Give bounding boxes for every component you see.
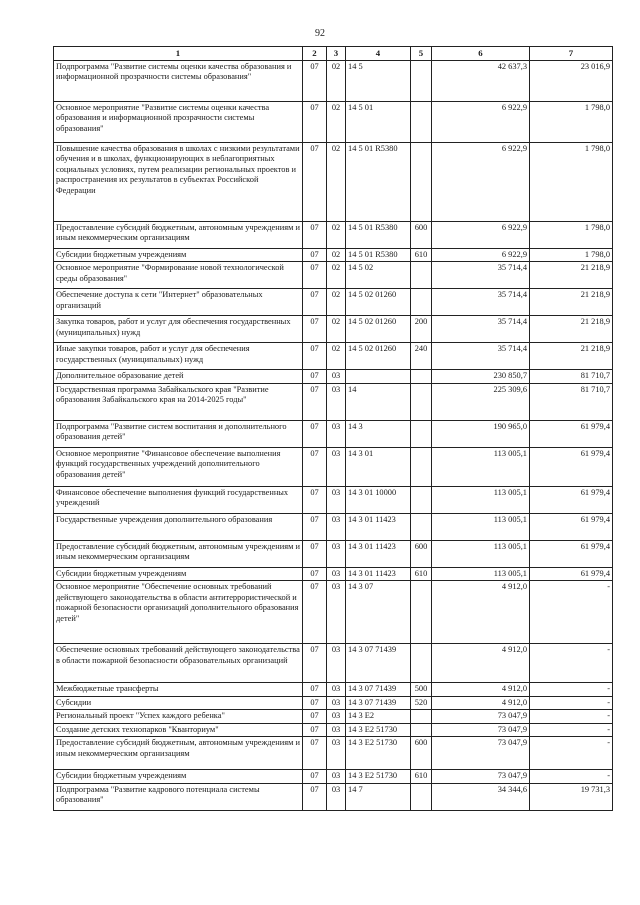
row-amount-1: 190 965,0 [432,420,530,447]
row-subsection: 03 [327,723,346,737]
row-expense-type: 610 [411,770,432,784]
row-name: Обеспечение основных требований действующего законодательства в области пожарной безопасности образовательных организаций [54,644,303,683]
row-expense-type [411,513,432,540]
row-amount-1: 34 344,6 [432,783,530,810]
row-amount-1: 6 922,9 [432,248,530,262]
row-name: Основное мероприятие "Обеспечение основных требований действующего законодательства в области антитеррористической и пожарной безопасности организаций дополнительного образования детей" [54,581,303,644]
row-name: Закупка товаров, работ и услуг для обеспечения государственных (муниципальных) нужд [54,316,303,343]
row-expense-type [411,101,432,142]
row-target-code: 14 3 07 [346,581,411,644]
row-subsection: 03 [327,737,346,770]
row-amount-2: 1 798,0 [530,142,613,221]
row-name: Субсидии бюджетным учреждениям [54,770,303,784]
row-amount-2: - [530,770,613,784]
row-amount-1: 6 922,9 [432,142,530,221]
row-subsection: 02 [327,60,346,101]
row-subsection: 03 [327,540,346,567]
table-row [54,540,613,567]
row-subsection: 03 [327,683,346,697]
table-row [54,737,613,770]
row-section: 07 [303,683,327,697]
row-section: 07 [303,644,327,683]
row-target-code: 14 3 07 71439 [346,696,411,710]
row-name: Субсидии бюджетным учреждениям [54,567,303,581]
col-header-amount-1: 6 [432,47,530,61]
row-section: 07 [303,316,327,343]
row-amount-2: 21 218,9 [530,262,613,289]
row-amount-2: 81 710,7 [530,370,613,384]
row-name: Предоставление субсидий бюджетным, автономным учреждениям и иным некоммерческим организациям [54,221,303,248]
row-amount-2: 81 710,7 [530,383,613,420]
row-expense-type: 600 [411,737,432,770]
row-target-code: 14 5 01 R5380 [346,248,411,262]
row-target-code: 14 3 E2 51730 [346,723,411,737]
col-header-section: 2 [303,47,327,61]
row-name: Подпрограмма "Развитие системы оценки качества образования и информационной прозрачности системы образования" [54,60,303,101]
table-row [54,420,613,447]
table-row [54,770,613,784]
col-header-subsection: 3 [327,47,346,61]
row-section: 07 [303,540,327,567]
budget-table [53,46,613,811]
table-row [54,101,613,142]
table-row [54,221,613,248]
row-amount-1: 4 912,0 [432,581,530,644]
row-name: Создание детских технопарков "Кванториум" [54,723,303,737]
row-amount-1: 230 850,7 [432,370,530,384]
row-subsection: 02 [327,262,346,289]
row-amount-2: 21 218,9 [530,343,613,370]
col-header-expense-type: 5 [411,47,432,61]
row-amount-2: - [530,737,613,770]
row-section: 07 [303,262,327,289]
row-subsection: 02 [327,248,346,262]
col-header-target-code: 4 [346,47,411,61]
row-amount-1: 35 714,4 [432,262,530,289]
row-section: 07 [303,696,327,710]
row-section: 07 [303,723,327,737]
row-section: 07 [303,567,327,581]
row-target-code: 14 3 01 10000 [346,486,411,513]
row-subsection: 03 [327,567,346,581]
col-header-amount-2: 7 [530,47,613,61]
row-amount-2: 61 979,4 [530,486,613,513]
table-row [54,581,613,644]
row-amount-2: - [530,696,613,710]
row-subsection: 03 [327,581,346,644]
row-name: Субсидии бюджетным учреждениям [54,248,303,262]
row-section: 07 [303,710,327,724]
row-expense-type: 610 [411,248,432,262]
row-target-code: 14 3 E2 51730 [346,737,411,770]
row-target-code: 14 [346,383,411,420]
table-row [54,486,613,513]
row-expense-type [411,60,432,101]
row-expense-type [411,383,432,420]
row-section: 07 [303,447,327,486]
header-row [54,47,613,61]
table-row [54,289,613,316]
row-target-code: 14 3 E2 [346,710,411,724]
row-subsection: 03 [327,383,346,420]
row-name: Государственные учреждения дополнительного образования [54,513,303,540]
row-name: Предоставление субсидий бюджетным, автономным учреждениям и иным некоммерческим организациям [54,737,303,770]
row-name: Региональный проект "Успех каждого ребенка" [54,710,303,724]
row-target-code: 14 3 07 71439 [346,644,411,683]
row-expense-type [411,447,432,486]
row-section: 07 [303,486,327,513]
row-amount-2: - [530,710,613,724]
table-row [54,710,613,724]
row-expense-type: 610 [411,567,432,581]
row-expense-type [411,262,432,289]
table-row [54,683,613,697]
row-target-code: 14 3 01 11423 [346,567,411,581]
row-expense-type: 200 [411,316,432,343]
row-target-code: 14 5 [346,60,411,101]
row-name: Основное мероприятие "Финансовое обеспечение выполнения функций государственных учреждений дополнительного образования детей" [54,447,303,486]
row-amount-1: 73 047,9 [432,770,530,784]
table-row [54,383,613,420]
table-row [54,723,613,737]
row-amount-1: 73 047,9 [432,737,530,770]
row-expense-type [411,486,432,513]
row-name: Подпрограмма "Развитие систем воспитания и дополнительного образования детей" [54,420,303,447]
row-expense-type [411,581,432,644]
row-section: 07 [303,142,327,221]
page-number: 92 [315,28,325,39]
table-row [54,696,613,710]
row-amount-2: 61 979,4 [530,513,613,540]
row-subsection: 02 [327,101,346,142]
table-row [54,142,613,221]
row-amount-1: 6 922,9 [432,101,530,142]
row-amount-2: 21 218,9 [530,316,613,343]
row-section: 07 [303,383,327,420]
row-subsection: 02 [327,316,346,343]
row-amount-1: 4 912,0 [432,696,530,710]
row-section: 07 [303,420,327,447]
row-expense-type: 520 [411,696,432,710]
row-subsection: 02 [327,343,346,370]
row-amount-1: 4 912,0 [432,644,530,683]
row-section: 07 [303,248,327,262]
row-amount-1: 73 047,9 [432,710,530,724]
row-section: 07 [303,101,327,142]
row-subsection: 03 [327,770,346,784]
row-target-code: 14 3 01 11423 [346,513,411,540]
row-amount-2: - [530,723,613,737]
row-section: 07 [303,770,327,784]
row-amount-2: 61 979,4 [530,567,613,581]
row-amount-1: 113 005,1 [432,486,530,513]
row-section: 07 [303,581,327,644]
table-row [54,262,613,289]
table-row [54,567,613,581]
table-row [54,447,613,486]
row-amount-1: 6 922,9 [432,221,530,248]
table-row [54,370,613,384]
table-row [54,513,613,540]
row-expense-type [411,420,432,447]
row-subsection: 02 [327,289,346,316]
row-amount-2: 61 979,4 [530,420,613,447]
row-name: Финансовое обеспечение выполнения функций государственных учреждений [54,486,303,513]
row-target-code: 14 3 01 11423 [346,540,411,567]
row-target-code: 14 5 01 R5380 [346,142,411,221]
row-amount-2: 1 798,0 [530,248,613,262]
row-name: Предоставление субсидий бюджетным, автономным учреждениям и иным некоммерческим организациям [54,540,303,567]
table-row [54,60,613,101]
row-expense-type [411,710,432,724]
row-expense-type: 600 [411,540,432,567]
row-name: Иные закупки товаров, работ и услуг для обеспечения государственных (муниципальных) нужд [54,343,303,370]
row-expense-type [411,723,432,737]
row-target-code: 14 3 07 71439 [346,683,411,697]
row-amount-2: 19 731,3 [530,783,613,810]
table-row [54,644,613,683]
row-name: Субсидии [54,696,303,710]
row-section: 07 [303,783,327,810]
row-name: Повышение качества образования в школах с низкими результатами обучения и в школах, функционирующих в неблагоприятных социальных условиях, путем реализации региональных проектов и распространения их результатов в субъектах Российской Федерации [54,142,303,221]
table-row [54,783,613,810]
row-amount-2: 61 979,4 [530,447,613,486]
row-amount-1: 73 047,9 [432,723,530,737]
row-amount-1: 42 637,3 [432,60,530,101]
row-subsection: 03 [327,783,346,810]
row-expense-type: 600 [411,221,432,248]
row-amount-1: 113 005,1 [432,540,530,567]
row-subsection: 02 [327,221,346,248]
row-section: 07 [303,60,327,101]
row-name: Подпрограмма "Развитие кадрового потенциала системы образования" [54,783,303,810]
row-amount-2: 1 798,0 [530,221,613,248]
row-amount-2: 61 979,4 [530,540,613,567]
row-target-code: 14 7 [346,783,411,810]
row-amount-1: 35 714,4 [432,289,530,316]
row-expense-type [411,142,432,221]
row-name: Обеспечение доступа к сети "Интернет" образовательных организаций [54,289,303,316]
table-body [54,60,613,810]
row-amount-1: 35 714,4 [432,343,530,370]
row-subsection: 03 [327,710,346,724]
row-name: Основное мероприятие "Развитие системы оценки качества образования и информационной прозрачности системы образования" [54,101,303,142]
row-target-code [346,370,411,384]
row-subsection: 03 [327,513,346,540]
row-target-code: 14 3 [346,420,411,447]
row-amount-1: 113 005,1 [432,447,530,486]
row-name: Государственная программа Забайкальского края "Развитие образования Забайкальского края на 2014-2025 годы" [54,383,303,420]
row-subsection: 03 [327,644,346,683]
table-row [54,248,613,262]
row-subsection: 03 [327,370,346,384]
row-name: Дополнительное образование детей [54,370,303,384]
row-amount-1: 113 005,1 [432,513,530,540]
row-expense-type [411,289,432,316]
row-target-code: 14 5 01 [346,101,411,142]
row-expense-type [411,783,432,810]
row-amount-2: - [530,644,613,683]
row-amount-2: 1 798,0 [530,101,613,142]
row-section: 07 [303,737,327,770]
row-section: 07 [303,221,327,248]
row-amount-1: 4 912,0 [432,683,530,697]
row-amount-1: 225 309,6 [432,383,530,420]
row-amount-2: 23 016,9 [530,60,613,101]
row-amount-2: 21 218,9 [530,289,613,316]
row-target-code: 14 5 02 01260 [346,343,411,370]
table-row [54,343,613,370]
row-subsection: 03 [327,420,346,447]
row-expense-type: 240 [411,343,432,370]
row-section: 07 [303,289,327,316]
row-section: 07 [303,513,327,540]
row-target-code: 14 3 E2 51730 [346,770,411,784]
row-expense-type: 500 [411,683,432,697]
row-amount-2: - [530,683,613,697]
row-section: 07 [303,343,327,370]
row-subsection: 03 [327,486,346,513]
row-amount-2: - [530,581,613,644]
col-header-name: 1 [54,47,303,61]
row-amount-1: 35 714,4 [432,316,530,343]
row-subsection: 03 [327,447,346,486]
row-subsection: 03 [327,696,346,710]
row-subsection: 02 [327,142,346,221]
row-target-code: 14 5 02 01260 [346,289,411,316]
row-target-code: 14 5 02 01260 [346,316,411,343]
row-target-code: 14 5 01 R5380 [346,221,411,248]
row-target-code: 14 3 01 [346,447,411,486]
row-target-code: 14 5 02 [346,262,411,289]
row-expense-type [411,644,432,683]
table-row [54,316,613,343]
row-name: Основное мероприятие "Формирование новой технологической среды образования" [54,262,303,289]
row-name: Межбюджетные трансферты [54,683,303,697]
row-section: 07 [303,370,327,384]
row-amount-1: 113 005,1 [432,567,530,581]
row-expense-type [411,370,432,384]
